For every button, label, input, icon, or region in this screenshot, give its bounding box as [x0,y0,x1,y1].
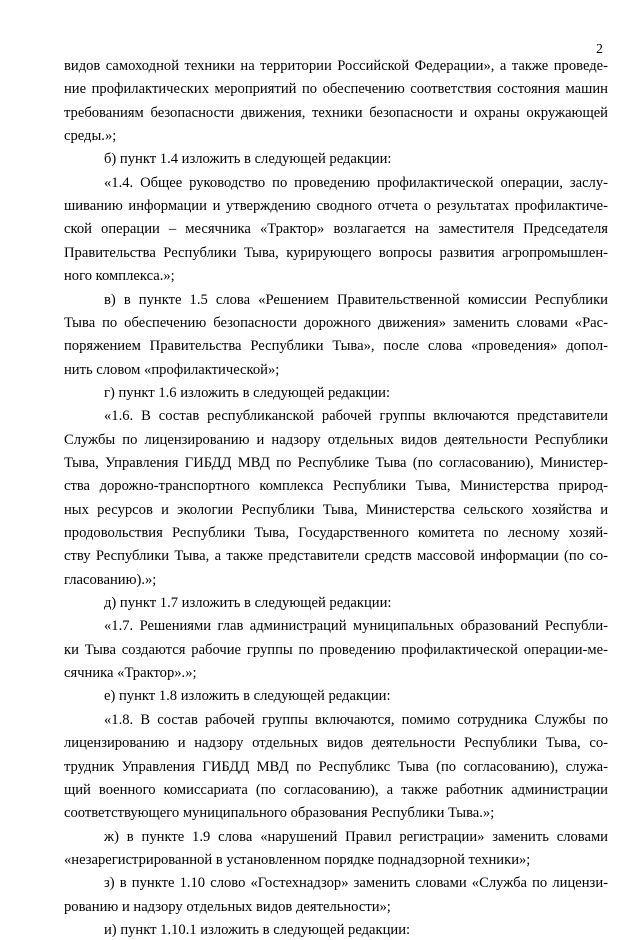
page-number: 2 [596,42,603,57]
text-line: ства дорожно-транспортного комплекса Республики Тыва, Министерства природ- [64,478,608,495]
text-line: поряжением Правительства Республики Тыва», после слова «проведения» допол- [64,338,608,355]
text-line: г) пункт 1.6 изложить в следующей редакции: [104,384,391,401]
text-line: лицензированию и надзору отдельных видов деятельности Республики Тыва, со- [64,735,608,752]
text-line: ской операции – месячника «Трактор» возлагается на заместителя Председателя [64,221,608,238]
text-line: ки Тыва создаются рабочие группы по проведению профилактической операции-ме- [64,641,608,658]
text-line: требованиям безопасности движения, техники безопасности и охраны окружающей [64,104,608,121]
text-line: е) пункт 1.8 изложить в следующей редакции: [104,688,391,705]
text-line: д) пункт 1.7 изложить в следующей редакции: [104,595,392,612]
text-line: и) пункт 1.10.1 изложить в следующей редакции: [104,921,411,938]
text-line: «1.6. В состав республиканской рабочей группы включаются представители [104,408,608,425]
text-line: «1.7. Решениями глав администраций муниципальных образований Республи- [104,618,608,635]
text-line: б) пункт 1.4 изложить в следующей редакции: [104,151,392,168]
text-line: з) в пункте 1.10 слово «Гостехнадзор» заменить словами «Служба по лицензи- [104,875,608,892]
text-line: Тыва, Управления ГИБДД МВД по Республике Тыва (по согласованию), Министер- [64,454,608,471]
text-line: ных ресурсов и экологии Республики Тыва, Министерства сельского хозяйства и [64,501,608,518]
text-line: видов самоходной техники на территории Российской Федерации», а также проведе- [64,58,608,74]
text-line: шиванию информации и утверждению сводного отчета о результатах профилактиче- [64,198,608,215]
text-line: в) в пункте 1.5 слова «Решением Правительственной комиссии Республики [104,291,608,308]
text-line: среды.»; [64,128,117,145]
text-line: Правительства Республики Тыва, курирующего вопросы развития агропромышлен- [64,244,608,261]
text-line: «незарегистрированной в установленном порядке поднадзорной техники»; [64,851,531,868]
text-line: ного комплекса.»; [64,268,175,285]
text-line: трудник Управления ГИБДД МВД по Республикс Тыва (по согласованию), служа- [64,758,608,775]
text-line: ству Республики Тыва, а также представители средств массовой информации (по со- [64,548,608,565]
text-line: Службы по лицензированию и надзору отдельных видов деятельности Республики [64,431,608,448]
text-line: продовольствия Республики Тыва, Государственного комитета по лесному хозяй- [64,525,608,541]
text-line: щий военного комиссариата (по согласованию), а также работник администрации [64,781,608,798]
text-line: ж) в пункте 1.9 слова «нарушений Правил регистрации» заменить словами [104,828,608,845]
text-line: гласованию).»; [64,571,157,588]
text-line: «1.4. Общее руководство по проведению профилактической операции, заслу- [104,174,608,191]
text-line: сячника «Трактор».»; [64,665,197,682]
text-line: рованию и надзору отдельных видов деятельности»; [64,898,391,915]
text-line: соответствующего муниципального образования Республики Тыва.»; [64,805,495,822]
text-line: Тыва по обеспечению безопасности дорожного движения» заменить словами «Рас- [64,314,608,331]
text-line: «1.8. В состав рабочей группы включаются, помимо сотрудника Службы по [104,711,608,728]
text-line: ние профилактических мероприятий по обеспечению соответствия состояния машин [64,81,608,98]
text-line: нить словом «профилактической»; [64,361,280,378]
